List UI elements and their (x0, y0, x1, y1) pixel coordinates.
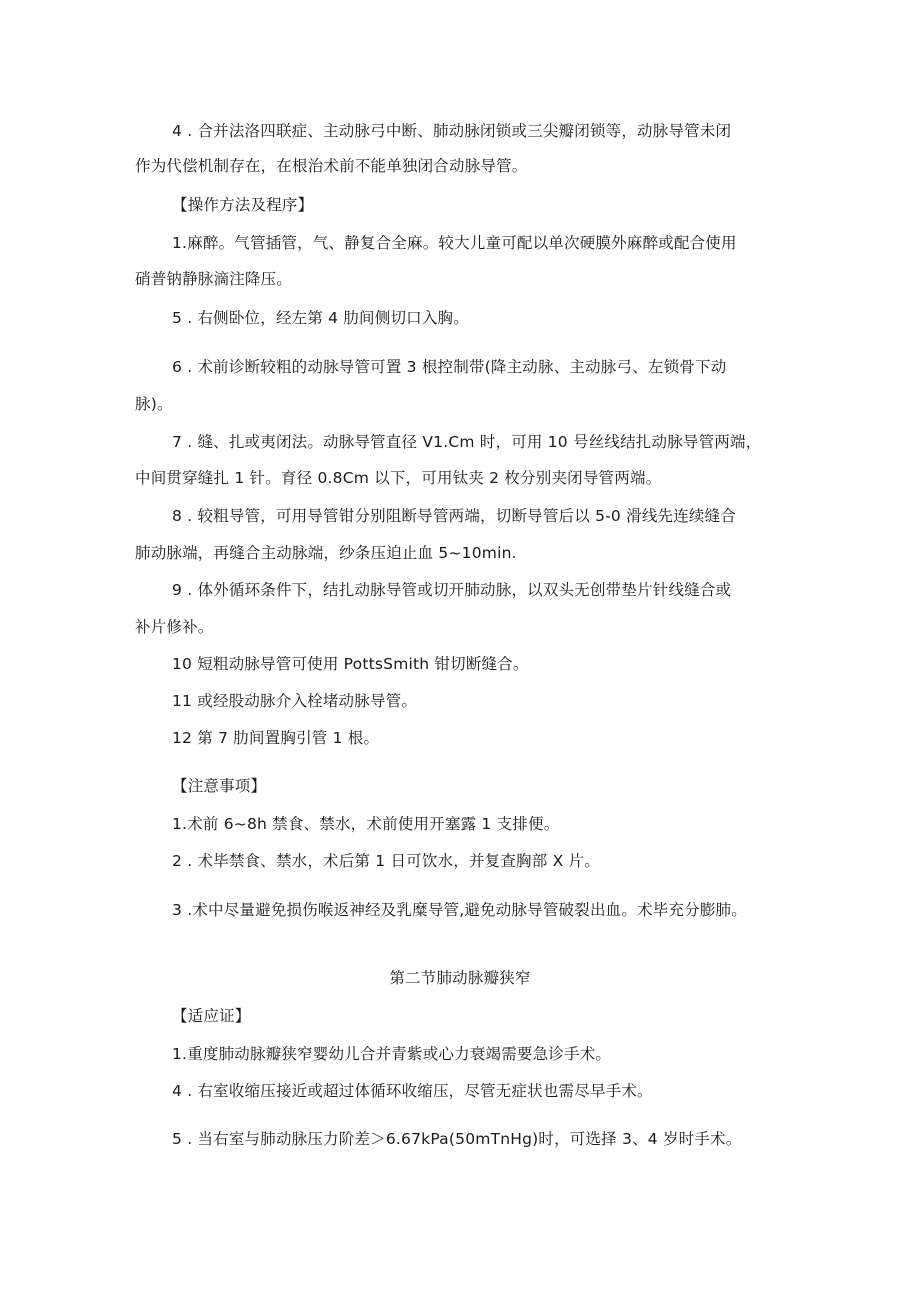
text-line-item4-cont: 作为代偿机制存在，在根治术前不能单独闭合动脉导管。 (135, 157, 528, 175)
text-line-note1: 1.术前 6~8h 禁食、禁水，术前使用开塞露 1 支排便。 (172, 815, 560, 833)
section-heading-indications: 【适应证】 (172, 1007, 251, 1025)
text-line-item4: 4 . 合并法洛四联症、主动脉弓中断、肺动脉闭锁或三尖瓣闭锁等，动脉导管未闭 (172, 122, 732, 140)
section-title: 第二节肺动脉瓣狭窄 (389, 969, 531, 987)
text-line-step1-cont: 硝普钠静脉滴注降压。 (135, 270, 293, 288)
text-line-indication1: 1.重度肺动脉瓣狭窄婴幼儿合并青紫或心力衰竭需要急诊手术。 (172, 1045, 612, 1063)
text-line-step5: 5 . 右侧卧位，经左第 4 肋间侧切口入胸。 (172, 309, 469, 327)
text-line-step7: 7 . 缝、扎或夷闭法。动脉导管直径 V1.Cm 时，可用 10 号丝线结扎动脉导管两端， (172, 433, 762, 451)
text-line-step7-cont: 中间贯穿缝扎 1 针。育径 0.8Cm 以下，可用钛夹 2 枚分别夹闭导管两端。 (135, 469, 662, 487)
section-heading-notes: 【注意事项】 (172, 777, 267, 795)
text-line-step10: 10 短粗动脉导管可使用 PottsSmith 钳切断缝合。 (172, 655, 529, 673)
text-line-step12: 12 第 7 肋间置胸引管 1 根。 (172, 729, 380, 747)
text-line-step9-cont: 补片修补。 (135, 618, 214, 636)
text-line-step11: 11 或经股动脉介入栓堵动脉导管。 (172, 692, 418, 710)
text-line-note2: 2 . 术毕禁食、禁水，术后第 1 日可饮水，并复查胸部 X 片。 (172, 852, 600, 870)
text-line-step9: 9 . 体外循环条件下，结扎动脉导管或切开肺动脉，以双头无创带垫片针线缝合或 (172, 581, 732, 599)
text-line-step1: 1.麻醉。气管插管，气、静复合全麻。较大儿童可配以单次硬膜外麻醉或配合使用 (172, 234, 737, 252)
text-line-step8: 8 . 较粗导管，可用导管钳分别阻断导管两端，切断导管后以 5-0 滑线先连续缝合 (172, 507, 737, 525)
section-heading-procedure: 【操作方法及程序】 (172, 196, 314, 214)
text-line-step6-cont: 脉)。 (135, 395, 173, 413)
text-line-indication5: 5 . 当右室与肺动脉压力阶差＞6.67kPa(50mTnHg)时，可选择 3、4 岁时手术。 (172, 1130, 742, 1148)
text-line-indication4: 4 . 右室收缩压接近或超过体循环收缩压，尽管无症状也需尽早手术。 (172, 1082, 653, 1100)
text-line-step6: 6 . 术前诊断较粗的动脉导管可置 3 根控制带(降主动脉、主动脉弓、左锁骨下动 (172, 358, 727, 376)
text-line-step8-cont: 肺动脉端，再缝合主动脉端，纱条压迫止血 5~10min. (135, 544, 517, 562)
text-line-note3: 3 .术中尽量避免损伤喉返神经及乳糜导管,避免动脉导管破裂出血。术毕充分膨肺。 (172, 901, 747, 919)
